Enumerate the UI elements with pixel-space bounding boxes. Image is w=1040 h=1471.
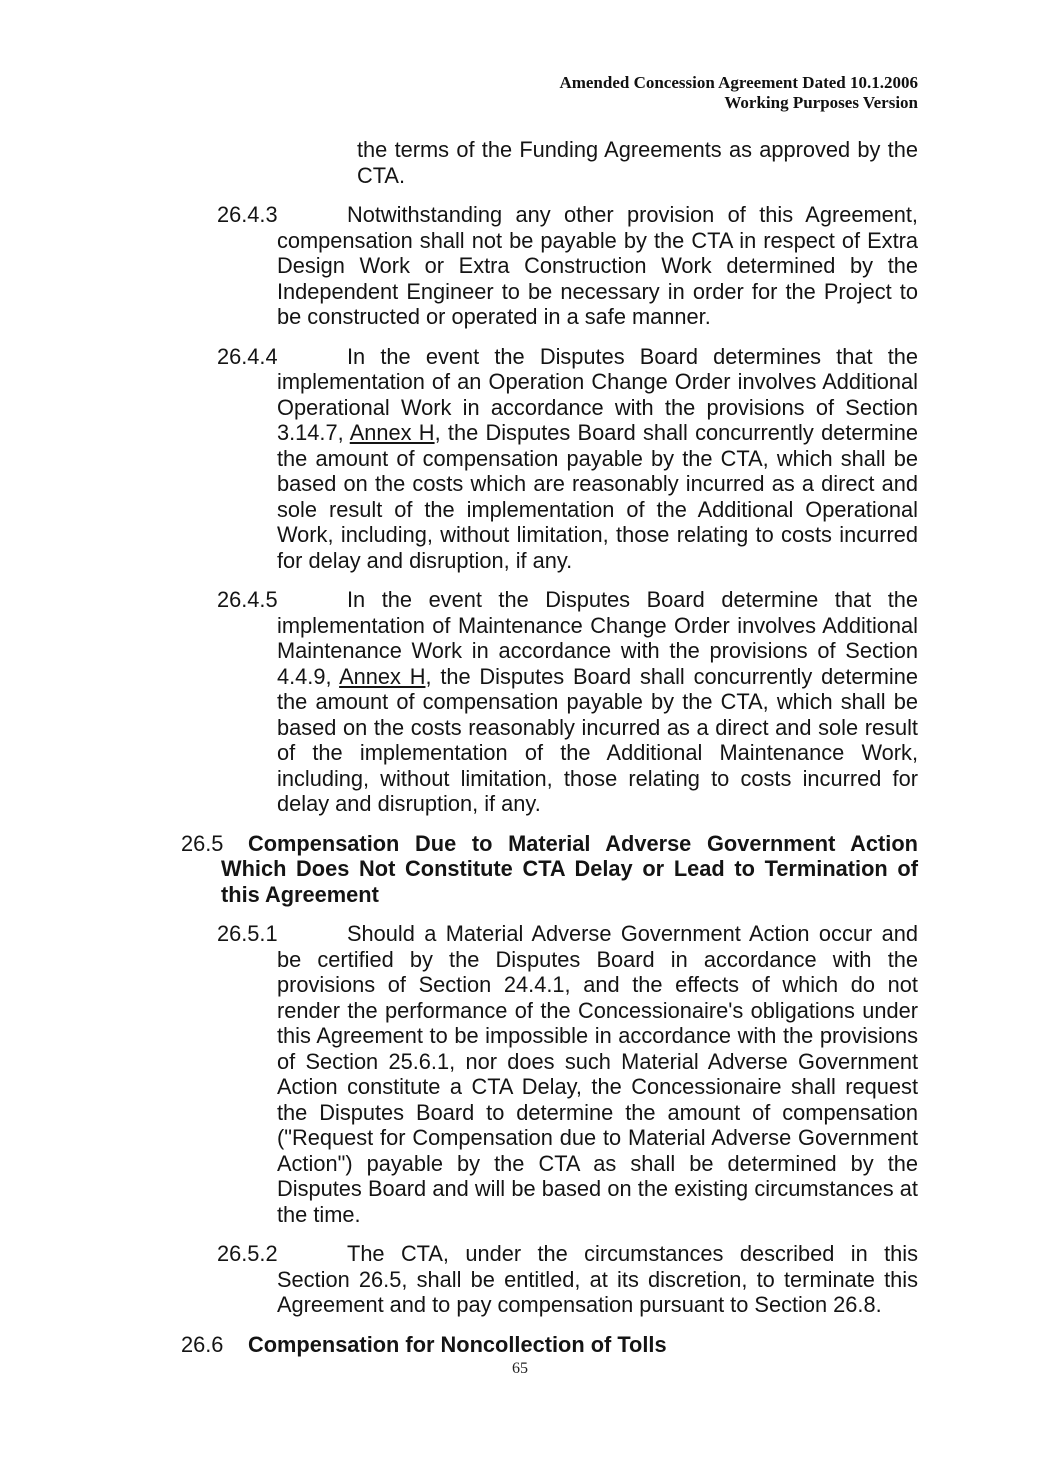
document-body [0, 137, 918, 1371]
section-paragraph-26.4.4 [217, 343, 918, 574]
section-paragraph-26.6 [181, 1331, 918, 1358]
section-paragraph-26.5.2 [217, 1241, 918, 1318]
page-number: 65 [512, 1360, 528, 1377]
header-line-1: Amended Concession Agreement Dated 10.1.2006 [559, 73, 918, 92]
text-segment: the terms of the Funding Agreements as approved by the CTA. [357, 137, 918, 188]
paragraph-text [248, 1332, 667, 1357]
paragraph-text [277, 1241, 918, 1317]
text-segment: Compensation for Noncollection of Tolls [248, 1331, 667, 1357]
paragraph-text [221, 831, 918, 907]
section-number: 26.5 [181, 830, 224, 856]
paragraph-text [277, 202, 918, 329]
header-line-2: Working Purposes Version [724, 92, 918, 112]
paragraph-text [277, 344, 918, 573]
paragraph-text [357, 137, 918, 188]
text-segment: Compensation Due to Material Adverse Government Action Which Does Not Constitute CTA Delay or Lead to Termination of this Agreement [221, 830, 918, 907]
section-number: 26.5.1 [217, 921, 278, 946]
text-segment: Should a Material Adverse Government Action occur and be certified by the Disputes Board in accordance with the provisions of Section 24.4.1, and the effects of which do not render the performance of the Concessionaire's obligations under this Agreement to be impossible in accordance with the provisions of Section 25.6.1, nor does such Material Adverse Government Action constitute a CTA Delay, the Concessionaire shall request the Disputes Board to determine the amount of compensation ("Request for Compensation due to Material Adverse Government Action") payable by the CTA as shall be determined by the Disputes Board and will be based on the existing circumstances at the time. [277, 921, 918, 1227]
underlined-reference: Annex H [349, 420, 435, 445]
section-number: 26.6 [181, 1331, 224, 1357]
text-segment: Notwithstanding any other provision of this Agreement, compensation shall not be payable by the CTA in respect of Extra Design Work or Extra Construction Work determined by the Independent Engineer to be necessary in order for the Project to be constructed or operated in a safe manner. [277, 202, 918, 329]
section-number: 26.4.4 [217, 343, 278, 369]
text-segment: , the Disputes Board shall concurrently determine the amount of compensation payable by the CTA, which shall be based on the costs reasonably incurred as a direct and sole result of the implementation of the Additional Maintenance Work, including, without limitation, those relating to costs incurred for delay and disruption, if any. [277, 663, 918, 816]
page-footer [0, 1356, 1040, 1382]
paragraph-text [277, 921, 918, 1227]
section-paragraph-26.4.3 [217, 202, 918, 330]
text-segment: , the Disputes Board shall concurrently determine the amount of compensation payable by the CTA, which shall be based on the costs which are reasonably incurred as a direct and sole result of the implementation of the Additional Operational Work, including, without limitation, those relating to costs incurred for delay and disruption, if any. [277, 420, 918, 573]
section-number: 26.4.3 [217, 202, 278, 227]
section-number: 26.5.2 [217, 1241, 278, 1266]
section-paragraph-26.5 [181, 830, 918, 908]
section-paragraph-26.4.5 [217, 587, 918, 817]
section-paragraph-26.5.1 [217, 921, 918, 1227]
paragraph-text [277, 587, 918, 816]
text-segment: The CTA, under the circumstances described in this Section 26.5, shall be entitled, at its discretion, to terminate this Agreement and to pay compensation pursuant to Section 26.8. [277, 1241, 918, 1317]
page-header [559, 73, 918, 112]
text-segment: In the event the Disputes Board determines that the implementation of an Operation Change Order involves Additional Operational Work in accordance with the provisions of Section 3.14.7, [277, 343, 918, 445]
text-segment: In the event the Disputes Board determine that the implementation of Maintenance Change Order involves Additional Maintenance Work in accordance with the provisions of Section 4.4.9, [277, 587, 918, 689]
continuation-paragraph [357, 137, 918, 188]
section-number: 26.4.5 [217, 587, 278, 612]
underlined-reference: Annex H [339, 663, 426, 689]
